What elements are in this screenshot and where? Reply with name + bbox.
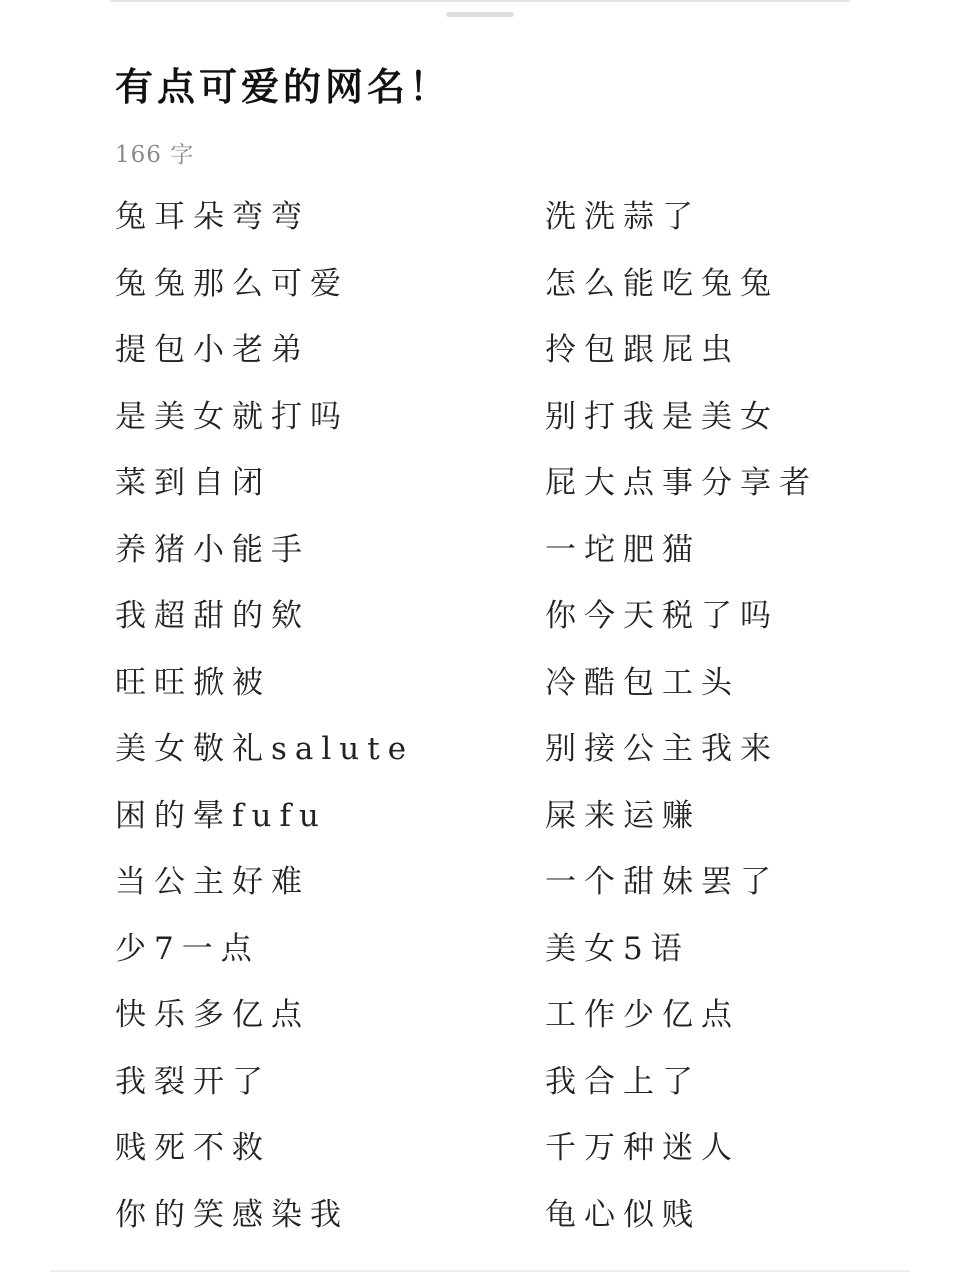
list-item xyxy=(115,529,835,596)
name-left: 是美女就打吗 xyxy=(115,398,349,435)
name-right: 一坨肥猫 xyxy=(545,531,701,568)
name-left: 兔耳朵弯弯 xyxy=(115,199,310,235)
name-left: 贱死不救 xyxy=(115,1130,271,1166)
name-right: 洗洗蒜了 xyxy=(545,199,701,235)
name-right: 屎来运赚 xyxy=(545,797,701,834)
list-item xyxy=(115,795,835,862)
name-left: 我裂开了 xyxy=(115,1063,271,1100)
name-right: 怎么能吃兔兔 xyxy=(545,265,779,302)
name-right: 冷酷包工头 xyxy=(545,664,740,701)
list-item xyxy=(115,861,835,928)
name-left: 你的笑感染我 xyxy=(115,1196,349,1233)
top-divider xyxy=(110,0,850,2)
list-item xyxy=(115,329,835,396)
name-right: 我合上了 xyxy=(545,1063,701,1100)
list-item xyxy=(115,1194,835,1261)
name-left: 菜到自闭 xyxy=(115,465,271,501)
name-left: 兔兔那么可爱 xyxy=(115,265,349,302)
name-right: 别接公主我来 xyxy=(545,731,779,767)
list-item xyxy=(115,728,835,795)
name-left: 提包小老弟 xyxy=(115,332,310,368)
list-item xyxy=(115,462,835,529)
name-left: 旺旺掀被 xyxy=(115,664,271,701)
name-left: 困的晕fufu xyxy=(115,797,327,834)
list-item xyxy=(115,1127,835,1194)
list-item xyxy=(115,994,835,1061)
name-left: 快乐多亿点 xyxy=(115,997,310,1033)
name-right: 龟心似贱 xyxy=(545,1196,701,1233)
list-item xyxy=(115,928,835,995)
name-right: 拎包跟屁虫 xyxy=(545,332,740,368)
bottom-divider xyxy=(50,1270,910,1272)
names-list xyxy=(115,196,835,1260)
drag-handle[interactable] xyxy=(446,12,514,17)
list-item xyxy=(115,396,835,463)
list-item xyxy=(115,662,835,729)
name-right: 屁大点事分享者 xyxy=(545,465,818,501)
name-right: 一个甜妹罢了 xyxy=(545,864,779,900)
name-right: 工作少亿点 xyxy=(545,997,740,1033)
word-count: 166 字 xyxy=(115,142,195,168)
list-item xyxy=(115,1061,835,1128)
name-left: 养猪小能手 xyxy=(115,531,310,568)
name-left: 我超甜的欸 xyxy=(115,598,310,634)
name-left: 美女敬礼salute xyxy=(115,731,415,767)
name-right: 美女5语 xyxy=(545,930,690,967)
name-right: 别打我是美女 xyxy=(545,398,779,435)
list-item xyxy=(115,263,835,330)
name-left: 少7一点 xyxy=(115,930,260,967)
list-item xyxy=(115,196,835,263)
list-item xyxy=(115,595,835,662)
name-right: 千万种迷人 xyxy=(545,1130,740,1166)
name-right: 你今天税了吗 xyxy=(545,598,779,634)
name-left: 当公主好难 xyxy=(115,864,310,900)
note-title: 有点可爱的网名！ xyxy=(115,64,452,109)
